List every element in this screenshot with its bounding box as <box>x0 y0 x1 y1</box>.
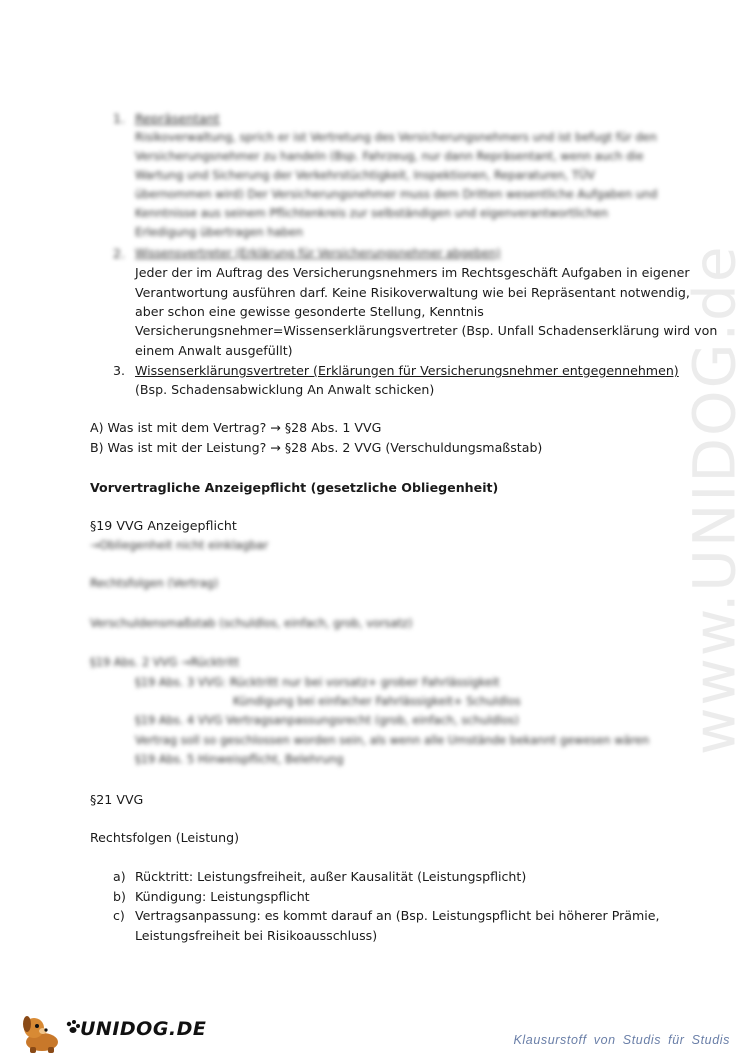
logo-text: UNIDOG.DE <box>80 1018 207 1040</box>
list-label: b) <box>113 889 126 904</box>
blurred-line: §19 Abs. 3 VVG: Rücktritt nur bei vorsatz+ grober Fahrlässigkeit <box>135 675 500 689</box>
blurred-line: Vertrag soll so geschlossen worden sein, als wenn alle Umstände bekannt gewesen wären <box>135 733 650 747</box>
item-line: Jeder der im Auftrag des Versicherungsnehmers im Rechtsgeschäft Aufgaben in eigener <box>135 265 690 280</box>
item-line: (Bsp. Schadensabwicklung An Anwalt schicken) <box>135 382 435 397</box>
item-title: Repräsentant <box>135 111 220 126</box>
item-line: Wartung und Sicherung der Verkehrstüchtigkeit, Inspektionen, Reparaturen, TÜV <box>135 168 595 182</box>
item-title: Wissensvertreter (Erklärung für Versicherungsnehmer abgeben) <box>135 246 501 260</box>
unidog-logo <box>20 1012 207 1052</box>
list-item: Vertragsanpassung: es kommt darauf an (Bsp. Leistungspflicht bei höherer Prämie, <box>135 908 660 923</box>
item-line: Verantwortung ausführen darf. Keine Risikoverwaltung wie bei Repräsentant notwendig, <box>135 285 690 300</box>
list-item: Kündigung: Leistungspflicht <box>135 889 310 904</box>
blurred-line: Verschuldensmaßstab (schuldlos, einfach, grob, vorsatz) <box>90 616 413 630</box>
item-line: Kenntnisse aus seinem Pflichtenkreis zur selbständigen und eigenverantwortlichen <box>135 206 609 220</box>
blurred-line: Rechtsfolgen (Vertrag) <box>90 576 219 590</box>
blurred-line: →Obliegenheit nicht einklagbar <box>90 538 269 552</box>
blurred-line: §19 Abs. 4 VVG Vertragsanpassungsrecht (grob, einfach, schuldlos) <box>135 713 519 727</box>
dog-icon <box>20 1012 82 1054</box>
list-label: c) <box>113 908 125 923</box>
item-line: aber schon eine gewisse gesonderte Stellung, Kenntnis <box>135 304 484 319</box>
list-number: 3. <box>113 363 126 378</box>
question-b: B) Was ist mit der Leistung? → §28 Abs. 2 VVG (Verschuldungsmaßstab) <box>90 440 543 455</box>
paragraph-title: §19 VVG Anzeigepflicht <box>90 518 237 533</box>
paragraph-title: Rechtsfolgen (Leistung) <box>90 830 240 845</box>
section-heading: Vorvertragliche Anzeigepflicht (gesetzliche Obliegenheit) <box>90 480 499 495</box>
item-line: übernommen wird) Der Versicherungsnehmer muss dem Dritten wesentliche Aufgaben und <box>135 187 658 201</box>
blurred-line: Kündigung bei einfacher Fahrlässigkeit+ Schuldlos <box>233 694 521 708</box>
item-title: Wissenserklärungsvertreter (Erklärungen für Versicherungsnehmer entgegennehmen) <box>135 363 679 378</box>
list-number: 2. <box>113 246 126 261</box>
list-item: Leistungsfreiheit bei Risikoausschluss) <box>135 928 378 943</box>
watermark: www.UNIDOG.de <box>680 244 749 756</box>
blurred-line: §19 Abs. 2 VVG →Rücktritt <box>90 655 240 669</box>
item-line: Versicherungsnehmer zu handeln (Bsp. Fahrzeug, nur dann Repräsentant, wenn auch die <box>135 149 644 163</box>
item-line: Versicherungsnehmer=Wissenserklärungsvertreter (Bsp. Unfall Schadenserklärung wird von <box>135 323 718 338</box>
footer-tagline: Klausurstoff von Studis für Studis <box>513 1033 730 1047</box>
item-line: Erledigung übertragen haben <box>135 225 303 239</box>
list-number: 1. <box>113 111 126 126</box>
list-label: a) <box>113 869 126 884</box>
list-item: Rücktritt: Leistungsfreiheit, außer Kausalität (Leistungspflicht) <box>135 869 527 884</box>
question-a: A) Was ist mit dem Vertrag? → §28 Abs. 1 VVG <box>90 420 382 435</box>
item-line: Risikoverwaltung, sprich er ist Vertretung des Versicherungsnehmers und ist befugt für den <box>135 130 657 144</box>
blurred-line: §19 Abs. 5 Hinweispflicht, Belehrung <box>135 752 344 766</box>
paragraph-title: §21 VVG <box>90 792 144 807</box>
item-line: einem Anwalt ausgefüllt) <box>135 343 293 358</box>
